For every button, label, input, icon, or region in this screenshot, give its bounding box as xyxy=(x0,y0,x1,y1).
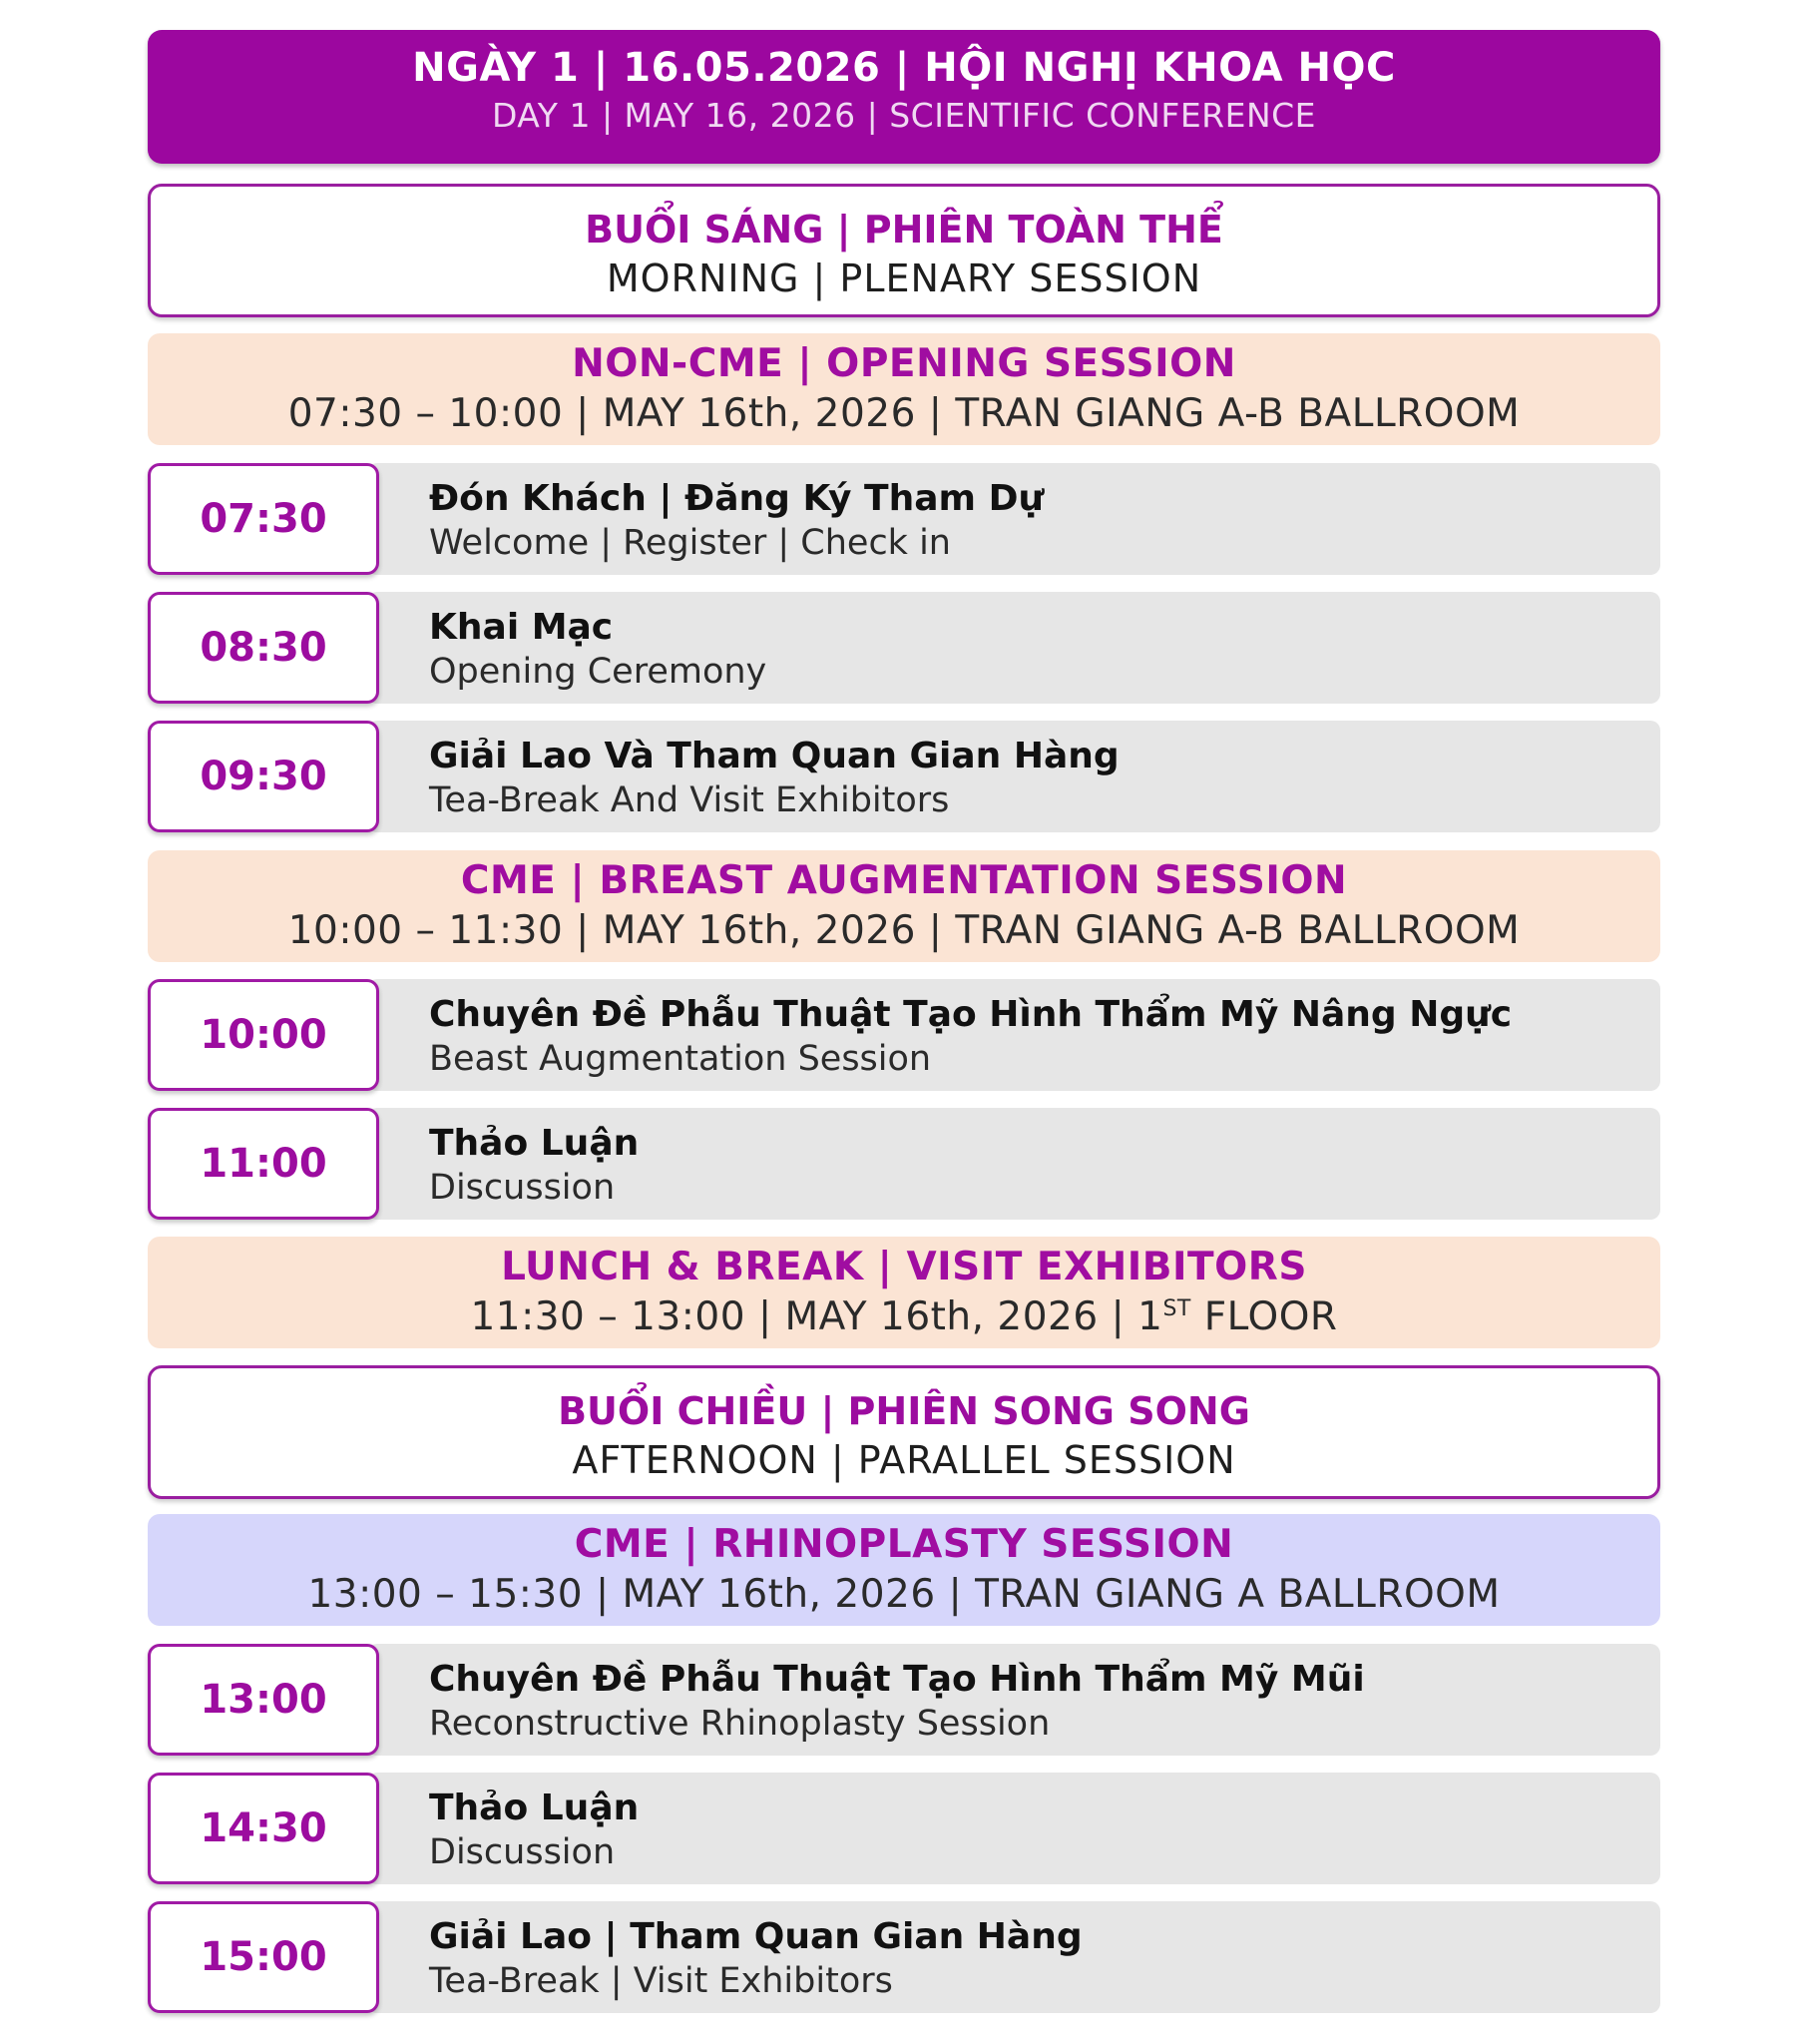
agenda-row xyxy=(148,1644,1660,1756)
item-title-vi: Chuyên Đề Phẫu Thuật Tạo Hình Thẩm Mỹ Mũi xyxy=(429,1659,1365,1700)
item-title-vi: Chuyên Đề Phẫu Thuật Tạo Hình Thẩm Mỹ Nâng Ngực xyxy=(429,994,1513,1035)
day-header-title-en: DAY 1 | MAY 16, 2026 | SCIENTIFIC CONFERENCE xyxy=(491,96,1317,135)
opening-session-header xyxy=(148,333,1660,445)
agenda-row xyxy=(148,1773,1660,1884)
agenda-row xyxy=(148,721,1660,832)
time-box: 13:00 xyxy=(148,1644,379,1756)
afternoon-title-vi: BUỔI CHIỀU | PHIÊN SONG SONG xyxy=(558,1389,1250,1433)
row-text xyxy=(429,735,1120,822)
session-meta xyxy=(148,1292,1660,1342)
item-title-vi: Thảo Luận xyxy=(429,1123,640,1164)
row-text xyxy=(429,1122,639,1210)
session-title: CME | BREAST AUGMENTATION SESSION xyxy=(460,858,1348,903)
time-box: 08:30 xyxy=(148,592,379,704)
row-text xyxy=(429,993,1512,1081)
morning-title-vi: BUỔI SÁNG | PHIÊN TOÀN THỂ xyxy=(585,208,1223,252)
row-text xyxy=(429,477,1044,565)
row-text xyxy=(429,1787,639,1874)
morning-title-en: MORNING | PLENARY SESSION xyxy=(606,256,1202,300)
lunch-meta-text: 11:30 – 13:00 | MAY 16th, 2026 | 1 xyxy=(470,1294,1163,1339)
afternoon-title-en: AFTERNOON | PARALLEL SESSION xyxy=(572,1438,1236,1482)
lunch-header xyxy=(148,1237,1660,1348)
time-box: 11:00 xyxy=(148,1108,379,1220)
session-meta: 13:00 – 15:30 | MAY 16th, 2026 | TRAN GIANG A BALLROOM xyxy=(307,1572,1501,1617)
afternoon-part-header xyxy=(148,1365,1660,1499)
morning-part-header xyxy=(148,184,1660,317)
agenda-row xyxy=(148,979,1660,1091)
time-box: 10:00 xyxy=(148,979,379,1091)
item-title-vi: Đón Khách | Đăng Ký Tham Dự xyxy=(429,478,1045,519)
item-title-vi: Thảo Luận xyxy=(429,1788,640,1828)
item-title-en: Opening Ceremony xyxy=(429,652,767,692)
item-title-en: Discussion xyxy=(429,1832,616,1872)
item-title-en: Beast Augmentation Session xyxy=(429,1039,932,1079)
day-header-title-vi: NGÀY 1 | 16.05.2026 | HỘI NGHỊ KHOA HỌC xyxy=(412,45,1396,91)
item-title-en: Reconstructive Rhinoplasty Session xyxy=(429,1704,1051,1744)
session-title: NON-CME | OPENING SESSION xyxy=(572,341,1236,386)
item-title-en: Tea-Break | Visit Exhibitors xyxy=(429,1961,893,2001)
time-box: 15:00 xyxy=(148,1901,379,2013)
session-meta: 07:30 – 10:00 | MAY 16th, 2026 | TRAN GIANG A-B BALLROOM xyxy=(287,391,1521,436)
agenda-row xyxy=(148,592,1660,704)
rhinoplasty-session-header xyxy=(148,1514,1660,1626)
time-box: 09:30 xyxy=(148,721,379,832)
time-box: 07:30 xyxy=(148,463,379,575)
item-title-vi: Giải Lao | Tham Quan Gian Hàng xyxy=(429,1916,1083,1957)
lunch-meta-floor: FLOOR xyxy=(1190,1294,1338,1339)
time-box: 14:30 xyxy=(148,1773,379,1884)
row-text xyxy=(429,1915,1083,2003)
session-meta: 10:00 – 11:30 | MAY 16th, 2026 | TRAN GIANG A-B BALLROOM xyxy=(287,908,1521,953)
item-title-vi: Khai Mạc xyxy=(429,607,614,648)
breast-session-header xyxy=(148,850,1660,962)
agenda-row xyxy=(148,1108,1660,1220)
session-title: LUNCH & BREAK | VISIT EXHIBITORS xyxy=(501,1245,1307,1289)
item-title-vi: Giải Lao Và Tham Quan Gian Hàng xyxy=(429,736,1120,776)
agenda-row xyxy=(148,1901,1660,2013)
row-text xyxy=(429,606,766,694)
row-text xyxy=(429,1658,1365,1746)
agenda-row xyxy=(148,463,1660,575)
floor-ordinal: ST xyxy=(1162,1296,1191,1321)
item-title-en: Discussion xyxy=(429,1168,616,1208)
item-title-en: Tea-Break And Visit Exhibitors xyxy=(429,780,950,820)
session-title: CME | RHINOPLASTY SESSION xyxy=(574,1522,1234,1567)
day-header xyxy=(148,30,1660,164)
item-title-en: Welcome | Register | Check in xyxy=(429,523,951,563)
